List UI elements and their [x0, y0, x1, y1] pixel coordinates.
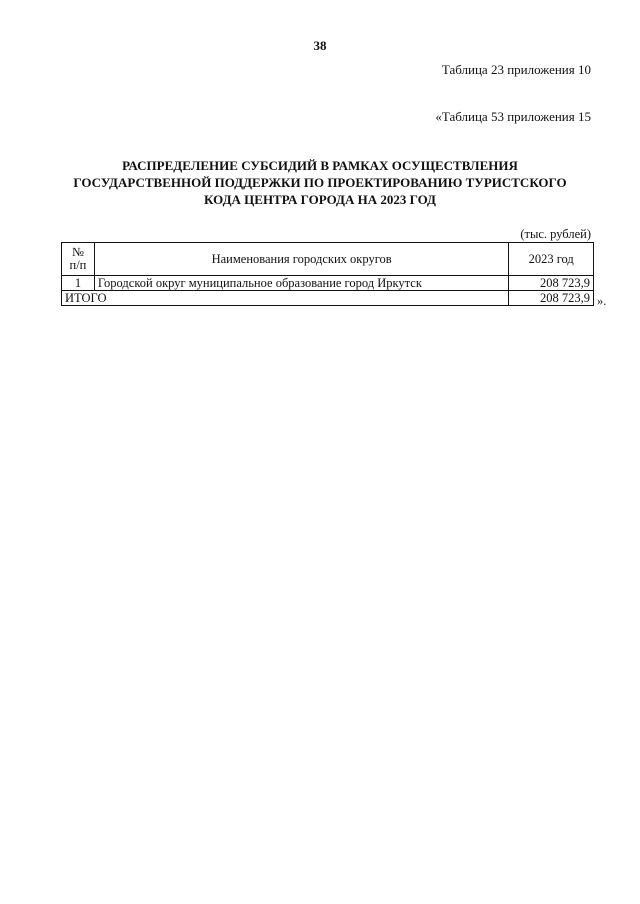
header-number-symbol: № [71, 245, 84, 259]
title-line-1: РАСПРЕДЕЛЕНИЕ СУБСИДИЙ В РАМКАХ ОСУЩЕСТВЛЕНИЯ [122, 158, 518, 173]
header-number [62, 243, 95, 276]
header-year: 2023 год [509, 243, 594, 276]
table-header-row [62, 243, 594, 276]
total-value: 208 723,9 [509, 291, 594, 306]
row-value: 208 723,9 [509, 276, 594, 291]
total-row [62, 291, 594, 306]
header-number-abbr: п/п [69, 258, 87, 272]
appendix-reference: Таблица 23 приложения 10 [441, 62, 591, 77]
page-number: 38 [313, 38, 327, 53]
header-name: Наименования городских округов [94, 243, 508, 276]
title-line-3: КОДА ЦЕНТРА ГОРОДА НА 2023 ГОД [204, 192, 436, 207]
table-row [62, 276, 594, 291]
closing-quote: ». [597, 294, 607, 308]
subsidy-table [61, 242, 594, 306]
total-label: ИТОГО [62, 291, 509, 306]
document-title [40, 157, 600, 208]
original-table-reference: «Таблица 53 приложения 15 [435, 109, 591, 124]
row-name: Городской округ муниципальное образование город Иркутск [94, 276, 508, 291]
row-number: 1 [62, 276, 95, 291]
title-line-2: ГОСУДАРСТВЕННОЙ ПОДДЕРЖКИ ПО ПРОЕКТИРОВАНИЮ ТУРИСТСКОГО [73, 175, 567, 190]
units-label: (тыс. рублей) [520, 227, 591, 241]
